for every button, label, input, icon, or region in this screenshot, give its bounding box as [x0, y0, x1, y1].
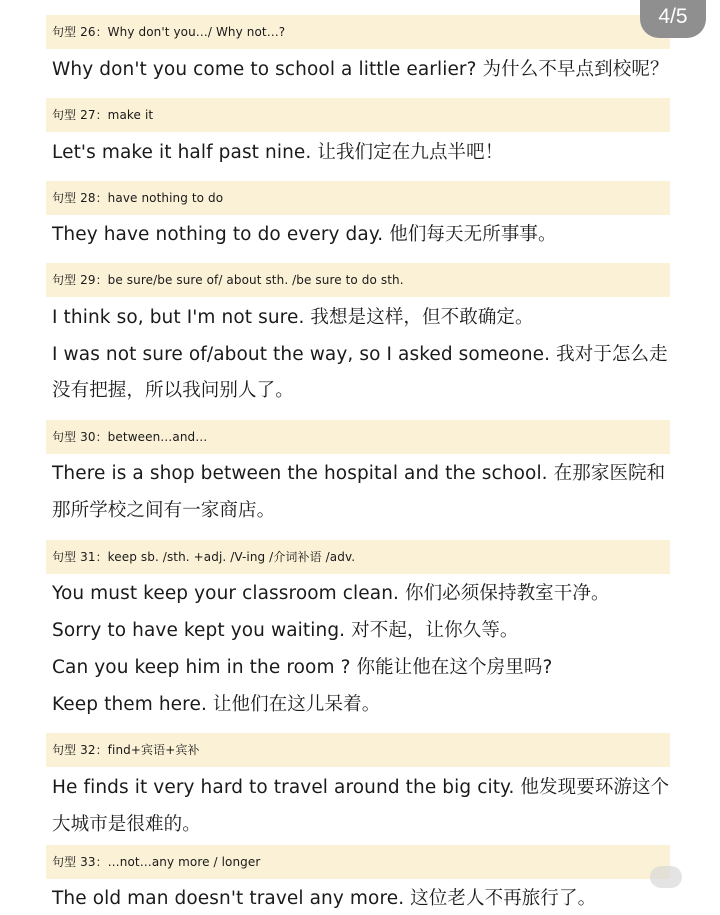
pattern-30-example-1: There is a shop between the hospital and the school. 在那家医院和 — [52, 463, 666, 484]
pattern-31-example-1: You must keep your classroom clean. 你们必须保持教室干净。 — [52, 583, 610, 604]
page-counter-badge: 4/5 — [640, 0, 706, 38]
pattern-31-example-4: Keep them here. 让他们在这儿呆着。 — [52, 694, 381, 715]
pattern-31-example-3: Can you keep him in the room ? 你能让他在这个房里吗? — [52, 657, 553, 678]
pattern-30-example-1-cont: 那所学校之间有一家商店。 — [52, 500, 276, 521]
pattern-32-example-1-cont: 大城市是很难的。 — [52, 814, 201, 835]
pattern-31-example-2: Sorry to have kept you waiting. 对不起，让你久等。 — [52, 620, 519, 641]
pattern-27-heading: 句型 27：make it — [46, 98, 670, 132]
pattern-29-example-2: I was not sure of/about the way, so I asked someone. 我对于怎么走 — [52, 344, 668, 365]
pattern-26-example-1: Why don't you come to school a little earlier? 为什么不早点到校呢？ — [52, 59, 669, 80]
pattern-33-example-1: The old man doesn't travel any more. 这位老人不再旅行了。 — [52, 888, 597, 909]
pattern-28-heading: 句型 28：have nothing to do — [46, 181, 670, 215]
pattern-30-heading: 句型 30：between…and… — [46, 420, 670, 454]
watermark-icon — [650, 866, 682, 888]
pattern-29-example-2-cont: 没有把握，所以我问别人了。 — [52, 380, 294, 401]
pattern-33-heading: 句型 33：…not…any more / longer — [46, 845, 670, 879]
pattern-29-heading: 句型 29：be sure/be sure of/ about sth. /be sure to do sth. — [46, 263, 670, 297]
pattern-32-heading: 句型 32：find+宾语+宾补 — [46, 733, 670, 767]
pattern-26-heading: 句型 26：Why don't you…/ Why not…? — [46, 15, 670, 49]
pattern-32-example-1: He finds it very hard to travel around the big city. 他发现要环游这个 — [52, 777, 670, 798]
pattern-29-example-1: I think so, but I'm not sure. 我想是这样，但不敢确定。 — [52, 307, 534, 328]
pattern-31-heading: 句型 31：keep sb. /sth. +adj. /V-ing /介词补语 /adv. — [46, 540, 670, 574]
pattern-27-example-1: Let's make it half past nine. 让我们定在九点半吧！ — [52, 142, 504, 163]
pattern-28-example-1: They have nothing to do every day. 他们每天无所事事。 — [52, 224, 557, 245]
